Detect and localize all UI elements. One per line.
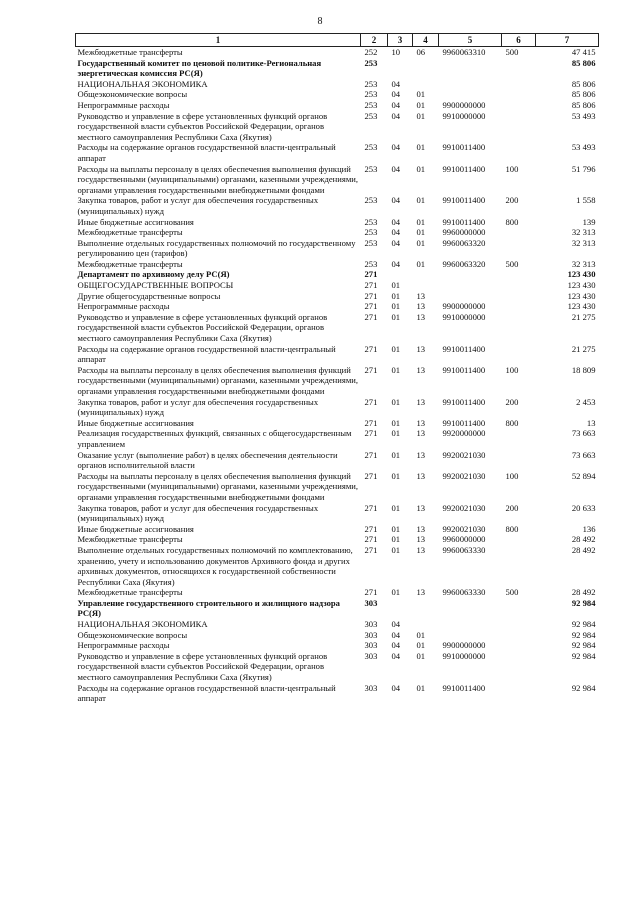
row-target-code: 9910011400	[442, 417, 486, 428]
row-section-code: 04	[391, 78, 401, 89]
table-row	[76, 238, 599, 259]
row-name: Межбюджетные трансферты	[77, 587, 183, 598]
row-section-code: 01	[391, 587, 401, 598]
row-section-code: 01	[391, 449, 401, 460]
row-target-code	[439, 269, 502, 280]
column-header-5: 5	[439, 34, 502, 47]
row-name: Расходы на содержание органов государственной власти-центральный аппарат	[77, 142, 336, 163]
row-ministry-code: 271	[364, 502, 378, 513]
table-row	[76, 534, 599, 545]
row-ministry-code: 271	[364, 301, 378, 312]
row-section-code: 10	[391, 47, 401, 57]
row-amount: 85 806	[571, 99, 596, 110]
row-ministry-code: 271	[364, 449, 378, 460]
row-subsection-code: 01	[416, 163, 426, 174]
column-header-1: 1	[76, 34, 361, 47]
row-section-code: 01	[391, 311, 401, 322]
table-row	[76, 651, 599, 683]
row-amount: 73 663	[571, 428, 596, 439]
row-section-code	[388, 598, 413, 619]
row-amount: 123 430	[567, 301, 596, 312]
row-section-code: 01	[391, 417, 401, 428]
row-name: НАЦИОНАЛЬНАЯ ЭКОНОМИКА	[77, 78, 208, 89]
row-name: Департамент по архивному делу РС(Я)	[77, 269, 230, 280]
row-expense-type: 100	[505, 470, 519, 481]
row-expense-type: 800	[505, 417, 519, 428]
row-amount: 92 984	[571, 629, 596, 640]
row-expense-type: 500	[505, 587, 519, 598]
row-section-code: 01	[391, 396, 401, 407]
row-ministry-code: 271	[364, 269, 378, 280]
row-target-code: 9960063330	[442, 587, 486, 598]
row-amount: 53 493	[571, 142, 596, 153]
row-expense-type	[502, 545, 536, 587]
row-section-code: 01	[391, 428, 401, 439]
row-name: Закупка товаров, работ и услуг для обеспечения государственных (муниципальных) нужд	[77, 502, 319, 524]
row-amount: 123 430	[567, 280, 596, 291]
table-row	[76, 227, 599, 238]
row-subsection-code: 01	[416, 682, 426, 693]
row-expense-type	[502, 344, 536, 365]
row-target-code	[439, 291, 502, 302]
row-name: Другие общегосударственные вопросы	[77, 290, 221, 301]
row-expense-type	[502, 651, 536, 683]
row-amount: 52 894	[571, 470, 596, 481]
row-target-code	[439, 280, 502, 291]
row-expense-type	[502, 312, 536, 344]
row-expense-type	[502, 291, 536, 302]
table-row	[76, 89, 599, 100]
row-subsection-code: 13	[416, 502, 426, 513]
row-amount: 123 430	[567, 290, 596, 301]
row-name: Закупка товаров, работ и услуг для обеспечения государственных (муниципальных) нужд	[77, 396, 319, 418]
row-amount: 73 663	[571, 449, 596, 460]
row-name: Непрограммные расходы	[77, 99, 170, 110]
row-ministry-code: 253	[364, 142, 378, 153]
row-subsection-code: 13	[416, 290, 426, 301]
row-expense-type	[502, 598, 536, 619]
row-expense-type	[502, 450, 536, 471]
row-name: Расходы на выплаты персоналу в целях обеспечения выполнения функций государственными (муниципальными) органами, казенными учреждениями, органами управления государственными внебюджетными фондами	[77, 470, 359, 502]
row-amount: 21 275	[571, 343, 596, 354]
row-section-code	[388, 58, 413, 79]
row-name: Государственный комитет по ценовой политике-Региональная энергетическая комиссия РС(Я)	[77, 57, 322, 79]
row-expense-type	[502, 280, 536, 291]
row-name: Управление государственного строительного и жилищного надзора РС(Я)	[77, 597, 340, 619]
row-name: Непрограммные расходы	[77, 301, 170, 312]
row-amount: 85 806	[571, 78, 596, 89]
row-amount: 18 809	[571, 364, 596, 375]
row-amount: 28 492	[571, 534, 596, 545]
row-ministry-code: 303	[364, 597, 378, 608]
row-section-code: 04	[391, 629, 401, 640]
row-subsection-code: 01	[416, 629, 426, 640]
table-row	[76, 269, 599, 280]
row-amount: 92 984	[571, 682, 596, 693]
row-section-code: 01	[391, 502, 401, 513]
row-target-code: 9910011400	[442, 163, 486, 174]
row-expense-type	[502, 269, 536, 280]
row-expense-type	[502, 630, 536, 641]
row-name: Расходы на выплаты персоналу в целях обеспечения выполнения функций государственными (муниципальными) органами, казенными учреждениями, органами управления государственными внебюджетными фондами	[77, 364, 359, 396]
row-section-code: 04	[391, 619, 401, 630]
row-ministry-code: 253	[364, 163, 378, 174]
row-ministry-code: 253	[364, 99, 378, 110]
row-ministry-code: 271	[364, 587, 378, 598]
table-row	[76, 524, 599, 535]
row-name: Общеэкономические вопросы	[77, 629, 188, 640]
row-ministry-code: 253	[364, 89, 378, 100]
row-target-code: 9910011400	[442, 195, 486, 206]
row-subsection-code: 01	[416, 89, 426, 100]
row-amount: 136	[582, 523, 596, 534]
row-ministry-code: 271	[364, 364, 378, 375]
row-subsection-code: 01	[416, 650, 426, 661]
row-subsection-code: 13	[416, 364, 426, 375]
row-target-code: 9910011400	[442, 343, 486, 354]
row-ministry-code: 303	[364, 640, 378, 651]
row-ministry-code: 303	[364, 629, 378, 640]
row-name: Непрограммные расходы	[77, 640, 170, 651]
row-expense-type: 800	[505, 216, 519, 227]
row-name: Общеэкономические вопросы	[77, 89, 188, 100]
column-header-2: 2	[361, 34, 388, 47]
row-expense-type	[502, 79, 536, 90]
row-amount: 32 313	[571, 258, 596, 269]
row-name: Межбюджетные трансферты	[77, 227, 183, 238]
row-section-code: 04	[391, 142, 401, 153]
row-name: НАЦИОНАЛЬНАЯ ЭКОНОМИКА	[77, 619, 208, 630]
table-row	[76, 619, 599, 630]
row-target-code: 9920021030	[442, 470, 486, 481]
row-subsection-code: 13	[416, 396, 426, 407]
row-expense-type	[502, 238, 536, 259]
row-expense-type	[502, 301, 536, 312]
row-subsection-code: 13	[416, 301, 426, 312]
row-subsection-code: 13	[416, 417, 426, 428]
table-row	[76, 195, 599, 216]
row-amount: 32 313	[571, 227, 596, 238]
row-subsection-code: 01	[416, 195, 426, 206]
table-row	[76, 280, 599, 291]
row-section-code: 04	[391, 640, 401, 651]
row-name: Оказание услуг (выполнение работ) в целях обеспечения деятельности органов исполнительной власти	[77, 449, 338, 471]
row-subsection-code: 01	[416, 227, 426, 238]
row-name: Межбюджетные трансферты	[77, 47, 183, 57]
row-target-code: 9960063310	[442, 47, 486, 57]
column-header-3: 3	[388, 34, 413, 47]
row-name: Выполнение отдельных государственных полномочий по государственному регулированию цен (тарифов)	[77, 237, 356, 259]
row-section-code: 04	[391, 237, 401, 248]
row-target-code: 9910011400	[442, 364, 486, 375]
row-amount: 1 558	[576, 195, 596, 206]
row-name: Руководство и управление в сфере установленных функций органов государственной власти субъектов Российской Федерации, органов местного самоуправления Республики Саха (Якутия)	[77, 311, 328, 344]
row-subsection-code: 13	[416, 534, 426, 545]
row-ministry-code: 253	[364, 195, 378, 206]
row-subsection-code: 13	[416, 523, 426, 534]
row-ministry-code: 253	[364, 78, 378, 89]
table-row	[76, 344, 599, 365]
row-ministry-code: 253	[364, 258, 378, 269]
row-target-code: 9910011400	[442, 682, 486, 693]
row-target-code	[439, 79, 502, 90]
table-row	[76, 545, 599, 587]
row-ministry-code: 303	[364, 619, 378, 630]
row-name: Иные бюджетные ассигнования	[77, 523, 194, 534]
row-section-code: 01	[391, 290, 401, 301]
row-expense-type: 200	[505, 195, 519, 206]
row-expense-type	[502, 428, 536, 449]
row-section-code: 04	[391, 89, 401, 100]
row-expense-type	[502, 89, 536, 100]
row-subsection-code: 01	[416, 142, 426, 153]
row-target-code: 9910011400	[442, 216, 486, 227]
row-subsection-code: 13	[416, 470, 426, 481]
row-section-code: 04	[391, 163, 401, 174]
row-ministry-code: 271	[364, 343, 378, 354]
row-target-code: 9920021030	[442, 523, 486, 534]
column-header-4: 4	[413, 34, 439, 47]
table-row	[76, 217, 599, 228]
row-ministry-code: 271	[364, 280, 378, 291]
row-target-code: 9900000000	[442, 640, 486, 651]
row-name: Межбюджетные трансферты	[77, 258, 183, 269]
row-section-code: 01	[391, 364, 401, 375]
row-expense-type: 100	[505, 163, 519, 174]
row-expense-type	[502, 640, 536, 651]
row-ministry-code: 252	[364, 47, 378, 57]
table-row	[76, 312, 599, 344]
row-section-code: 01	[391, 544, 401, 555]
row-subsection-code: 13	[416, 449, 426, 460]
row-amount: 123 430	[567, 269, 596, 280]
table-row	[76, 100, 599, 111]
row-ministry-code: 271	[364, 290, 378, 301]
column-header-7: 7	[536, 34, 599, 47]
row-expense-type	[502, 58, 536, 79]
budget-table	[75, 33, 599, 704]
row-section-code: 01	[391, 523, 401, 534]
row-target-code: 9900000000	[442, 301, 486, 312]
row-subsection-code	[413, 79, 439, 90]
row-name: Расходы на содержание органов государственной власти-центральный аппарат	[77, 343, 336, 365]
row-subsection-code	[413, 619, 439, 630]
row-ministry-code: 271	[364, 544, 378, 555]
row-target-code: 9920000000	[442, 428, 486, 439]
row-target-code	[439, 58, 502, 79]
table-row	[76, 291, 599, 302]
column-header-6: 6	[502, 34, 536, 47]
table-row	[76, 142, 599, 163]
row-amount: 51 796	[571, 163, 596, 174]
row-expense-type: 800	[505, 523, 519, 534]
table-row	[76, 164, 599, 196]
row-subsection-code: 13	[416, 311, 426, 322]
row-target-code: 9910000000	[442, 110, 486, 121]
row-target-code: 9960063330	[442, 544, 486, 555]
row-subsection-code: 13	[416, 343, 426, 354]
row-target-code: 9910011400	[442, 396, 486, 407]
row-subsection-code: 01	[416, 216, 426, 227]
row-amount: 92 984	[571, 650, 596, 661]
row-section-code: 01	[391, 343, 401, 354]
row-amount: 92 984	[571, 619, 596, 630]
row-name: ОБЩЕГОСУДАРСТВЕННЫЕ ВОПРОСЫ	[77, 280, 234, 291]
row-section-code: 01	[391, 301, 401, 312]
row-subsection-code: 01	[416, 237, 426, 248]
row-expense-type	[502, 683, 536, 704]
table-body	[76, 47, 599, 704]
row-subsection-code: 13	[416, 428, 426, 439]
row-ministry-code: 303	[364, 682, 378, 693]
row-subsection-code: 13	[416, 587, 426, 598]
row-name: Закупка товаров, работ и услуг для обеспечения государственных (муниципальных) нужд	[77, 195, 319, 216]
row-expense-type	[502, 619, 536, 630]
table-row	[76, 58, 599, 79]
row-subsection-code: 01	[416, 99, 426, 110]
table-row	[76, 683, 599, 704]
row-subsection-code: 06	[416, 47, 426, 57]
row-ministry-code: 253	[364, 57, 378, 68]
row-subsection-code: 01	[416, 258, 426, 269]
row-ministry-code: 271	[364, 311, 378, 322]
row-subsection-code: 01	[416, 640, 426, 651]
row-amount: 28 492	[571, 587, 596, 598]
row-name: Расходы на выплаты персоналу в целях обеспечения выполнения функций государственными (муниципальными) органами, казенными учреждениями, органами управления государственными внебюджетными фондами	[77, 163, 359, 195]
row-section-code: 04	[391, 216, 401, 227]
row-name: Руководство и управление в сфере установленных функций органов государственной власти субъектов Российской Федерации, органов местного самоуправления Республики Саха (Якутия)	[77, 650, 328, 683]
row-target-code	[439, 598, 502, 619]
table-header	[76, 34, 599, 47]
row-section-code: 01	[391, 534, 401, 545]
row-amount: 85 806	[571, 57, 596, 68]
page-number: 8	[317, 16, 323, 27]
row-expense-type	[502, 100, 536, 111]
row-subsection-code	[413, 269, 439, 280]
row-amount: 21 275	[571, 311, 596, 322]
row-name: Межбюджетные трансферты	[77, 534, 183, 545]
row-ministry-code: 253	[364, 237, 378, 248]
row-ministry-code: 253	[364, 216, 378, 227]
row-amount: 92 984	[571, 640, 596, 651]
row-name: Расходы на содержание органов государственной власти-центральный аппарат	[77, 682, 336, 704]
row-amount: 13	[586, 417, 596, 428]
row-expense-type	[502, 142, 536, 163]
row-subsection-code	[413, 598, 439, 619]
row-section-code: 04	[391, 195, 401, 206]
row-name: Иные бюджетные ассигнования	[77, 417, 194, 428]
table-row	[76, 301, 599, 312]
row-target-code	[439, 619, 502, 630]
row-expense-type	[502, 111, 536, 143]
row-amount: 139	[582, 216, 596, 227]
row-target-code	[439, 630, 502, 641]
table-row	[76, 450, 599, 471]
row-expense-type	[502, 227, 536, 238]
row-target-code: 9960063320	[442, 237, 486, 248]
row-target-code: 9920021030	[442, 502, 486, 513]
row-subsection-code	[413, 58, 439, 79]
row-section-code: 04	[391, 258, 401, 269]
table-row	[76, 259, 599, 270]
table-row	[76, 598, 599, 619]
row-amount: 32 313	[571, 237, 596, 248]
row-section-code: 04	[391, 650, 401, 661]
table-row	[76, 587, 599, 598]
table-row	[76, 79, 599, 90]
row-amount: 53 493	[571, 110, 596, 121]
row-ministry-code: 303	[364, 650, 378, 661]
row-target-code: 9900000000	[442, 99, 486, 110]
row-target-code	[439, 89, 502, 100]
row-ministry-code: 271	[364, 523, 378, 534]
row-target-code: 9910000000	[442, 650, 486, 661]
row-ministry-code: 271	[364, 396, 378, 407]
row-name: Реализация государственных функций, связанных с общегосударственным управлением	[77, 428, 352, 449]
row-target-code: 9960000000	[442, 227, 486, 238]
table-row	[76, 111, 599, 143]
row-subsection-code: 01	[416, 110, 426, 121]
row-amount: 47 415	[571, 47, 596, 57]
table-row	[76, 397, 599, 418]
row-section-code: 04	[391, 682, 401, 693]
row-expense-type: 200	[505, 396, 519, 407]
table-row	[76, 365, 599, 397]
row-expense-type	[502, 534, 536, 545]
table-row	[76, 630, 599, 641]
row-expense-type: 100	[505, 364, 519, 375]
row-amount: 92 984	[571, 597, 596, 608]
table-row	[76, 47, 599, 58]
row-section-code: 01	[391, 470, 401, 481]
row-amount: 28 492	[571, 544, 596, 555]
row-amount: 85 806	[571, 89, 596, 100]
row-ministry-code: 253	[364, 110, 378, 121]
row-ministry-code: 253	[364, 227, 378, 238]
row-ministry-code: 271	[364, 417, 378, 428]
row-target-code: 9920021030	[442, 449, 486, 460]
row-target-code: 9910011400	[442, 142, 486, 153]
row-ministry-code: 271	[364, 470, 378, 481]
row-subsection-code	[413, 280, 439, 291]
row-subsection-code: 13	[416, 544, 426, 555]
row-ministry-code: 271	[364, 428, 378, 439]
row-amount: 20 633	[571, 502, 596, 513]
row-expense-type: 200	[505, 502, 519, 513]
row-amount: 2 453	[576, 396, 596, 407]
row-target-code: 9960063320	[442, 258, 486, 269]
row-ministry-code: 271	[364, 534, 378, 545]
row-expense-type: 500	[505, 258, 519, 269]
table-row	[76, 418, 599, 429]
row-name: Иные бюджетные ассигнования	[77, 216, 194, 227]
row-expense-type: 500	[505, 47, 519, 57]
table-row	[76, 640, 599, 651]
row-section-code: 04	[391, 99, 401, 110]
row-section-code: 04	[391, 110, 401, 121]
row-section-code: 01	[391, 280, 401, 291]
row-target-code: 9910000000	[442, 311, 486, 322]
row-section-code: 04	[391, 227, 401, 238]
row-name: Выполнение отдельных государственных полномочий по комплектованию, хранению, учету и использованию документов Архивного фонда и других архивных документов, относящихся к государственной собственности Республики Саха (Якутия)	[77, 544, 353, 587]
table-row	[76, 471, 599, 503]
row-section-code	[388, 269, 413, 280]
table-row	[76, 428, 599, 449]
row-target-code: 9960000000	[442, 534, 486, 545]
table-row	[76, 503, 599, 524]
row-name: Руководство и управление в сфере установленных функций органов государственной власти субъектов Российской Федерации, органов местного самоуправления Республики Саха (Якутия)	[77, 110, 328, 142]
